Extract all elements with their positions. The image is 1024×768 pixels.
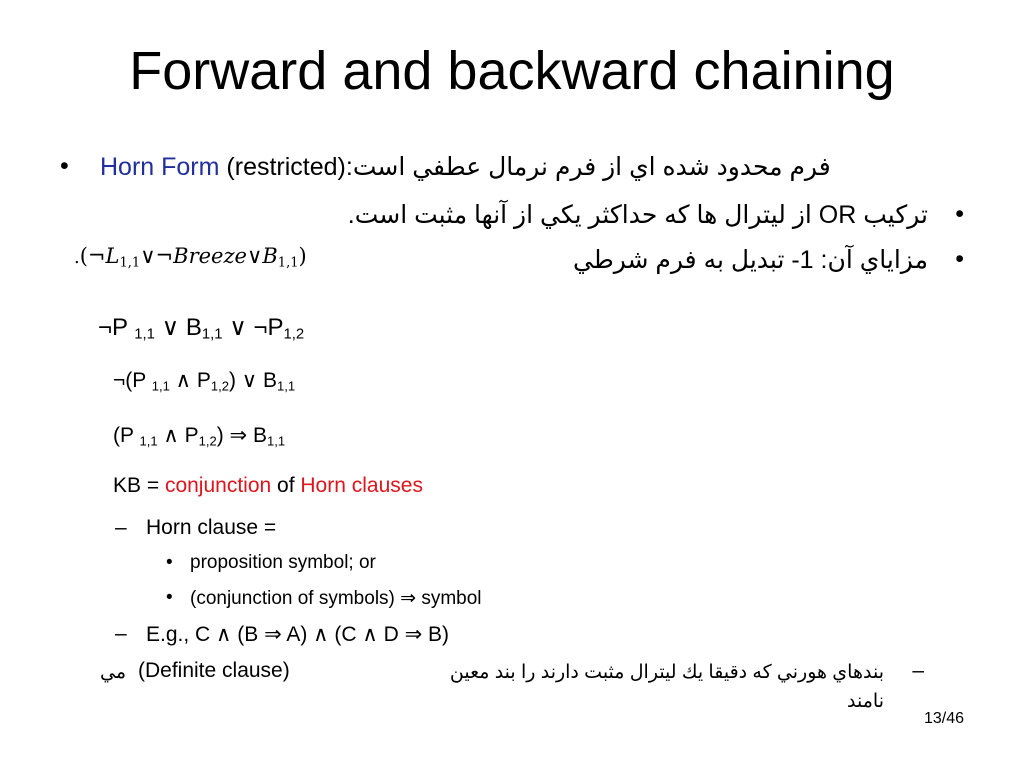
sub-bullet-2-marker: • <box>166 587 173 608</box>
horn-clause-dash: – <box>115 516 127 539</box>
f3-part-2: ∧ P <box>157 424 199 447</box>
f1-sub-2: 1,1 <box>201 326 223 343</box>
formula-or1: ∨¬ <box>140 244 174 268</box>
horn-form-persian: فرم محدود شده اي از فرم نرمال عطفي است <box>352 153 831 181</box>
kb-horn-clauses: Horn clauses <box>300 474 423 497</box>
formula-3 <box>113 423 285 448</box>
formula-close: ) <box>298 244 307 268</box>
f1-part-3: ∨ ¬P <box>222 314 284 341</box>
example-dash: – <box>115 622 127 645</box>
formula-2 <box>113 368 295 393</box>
f1-part-2: ∨ B <box>154 314 202 341</box>
formula-breeze: Breeze <box>173 244 247 268</box>
f3-sub-3: 1,1 <box>266 433 286 449</box>
sub-bullet-2-text: (conjunction of symbols) ⇒ symbol <box>190 588 482 609</box>
f1-sub-1: 1,1 <box>134 326 155 343</box>
formula-or2: ∨ <box>246 244 263 268</box>
rtl-bullet-1-marker: • <box>955 200 964 228</box>
horn-form-label: Horn Form <box>100 153 220 181</box>
rtl-bullet-2-text: مزاياي آن: 1- تبديل به فرم شرطي <box>572 246 928 274</box>
kb-prefix: KB = <box>113 474 165 497</box>
horn-form-restricted: (restricted): <box>226 153 353 181</box>
f1-part-1: ¬P <box>98 314 135 341</box>
sub-bullet-1-text: proposition symbol; or <box>190 552 376 573</box>
formula-L-sub: 1,1 <box>119 255 141 271</box>
f2-sub-1: 1,1 <box>151 378 170 394</box>
definite-persian-2: مي <box>100 662 127 683</box>
formula-lead-dot: . <box>74 247 80 268</box>
formula-1 <box>98 313 304 342</box>
f2-sub-3: 1,1 <box>277 378 296 394</box>
formula-open: (¬ <box>79 244 106 268</box>
f3-sub-2: 1,2 <box>198 433 217 449</box>
f1-sub-3: 1,2 <box>283 326 305 343</box>
f3-part-3: ) ⇒ B <box>216 424 267 447</box>
horn-form-line <box>100 152 831 182</box>
f2-sub-2: 1,2 <box>210 378 229 394</box>
formula-L: L <box>105 244 120 268</box>
definite-dash: – <box>912 659 924 682</box>
rtl-bullet-2-marker: • <box>955 245 964 273</box>
definite-latin: (Definite clause) <box>138 659 290 682</box>
definite-persian-1: بندهاي هورني كه دقيقا يك ليترال مثبت دارند را بند معين <box>449 662 884 683</box>
f2-part-2: ∧ P <box>169 369 211 392</box>
horn-form-bullet: • <box>60 152 69 180</box>
definite-persian-3: نامند <box>847 691 884 712</box>
kb-of: of <box>271 474 301 497</box>
rtl-bullet-1-pre: تركيب <box>856 201 928 229</box>
page-number: 13/46 <box>923 710 964 727</box>
f2-part-1: ¬(P <box>113 369 152 392</box>
rtl-bullet-1-text <box>348 200 928 230</box>
horn-formula-image <box>74 244 307 271</box>
slide-title: Forward and backward chaining <box>129 41 895 101</box>
f2-part-3: ) ∨ B <box>228 369 277 392</box>
kb-conjunction: conjunction <box>164 474 272 497</box>
f3-part-1: (P <box>113 424 140 447</box>
f3-sub-1: 1,1 <box>139 433 158 449</box>
sub-bullet-1-marker: • <box>166 552 173 573</box>
rtl-bullet-1-post: از ليترال ها كه حداكثر يكي از آنها مثبت است. <box>347 201 812 229</box>
formula-B-sub: 1,1 <box>277 255 299 271</box>
rtl-bullet-1-or: OR <box>818 201 857 229</box>
formula-B: B <box>262 244 278 268</box>
kb-line <box>113 474 423 498</box>
example-text: E.g., C ∧ (B ⇒ A) ∧ (C ∧ D ⇒ B) <box>146 623 450 646</box>
horn-clause-label: Horn clause = <box>146 516 277 539</box>
